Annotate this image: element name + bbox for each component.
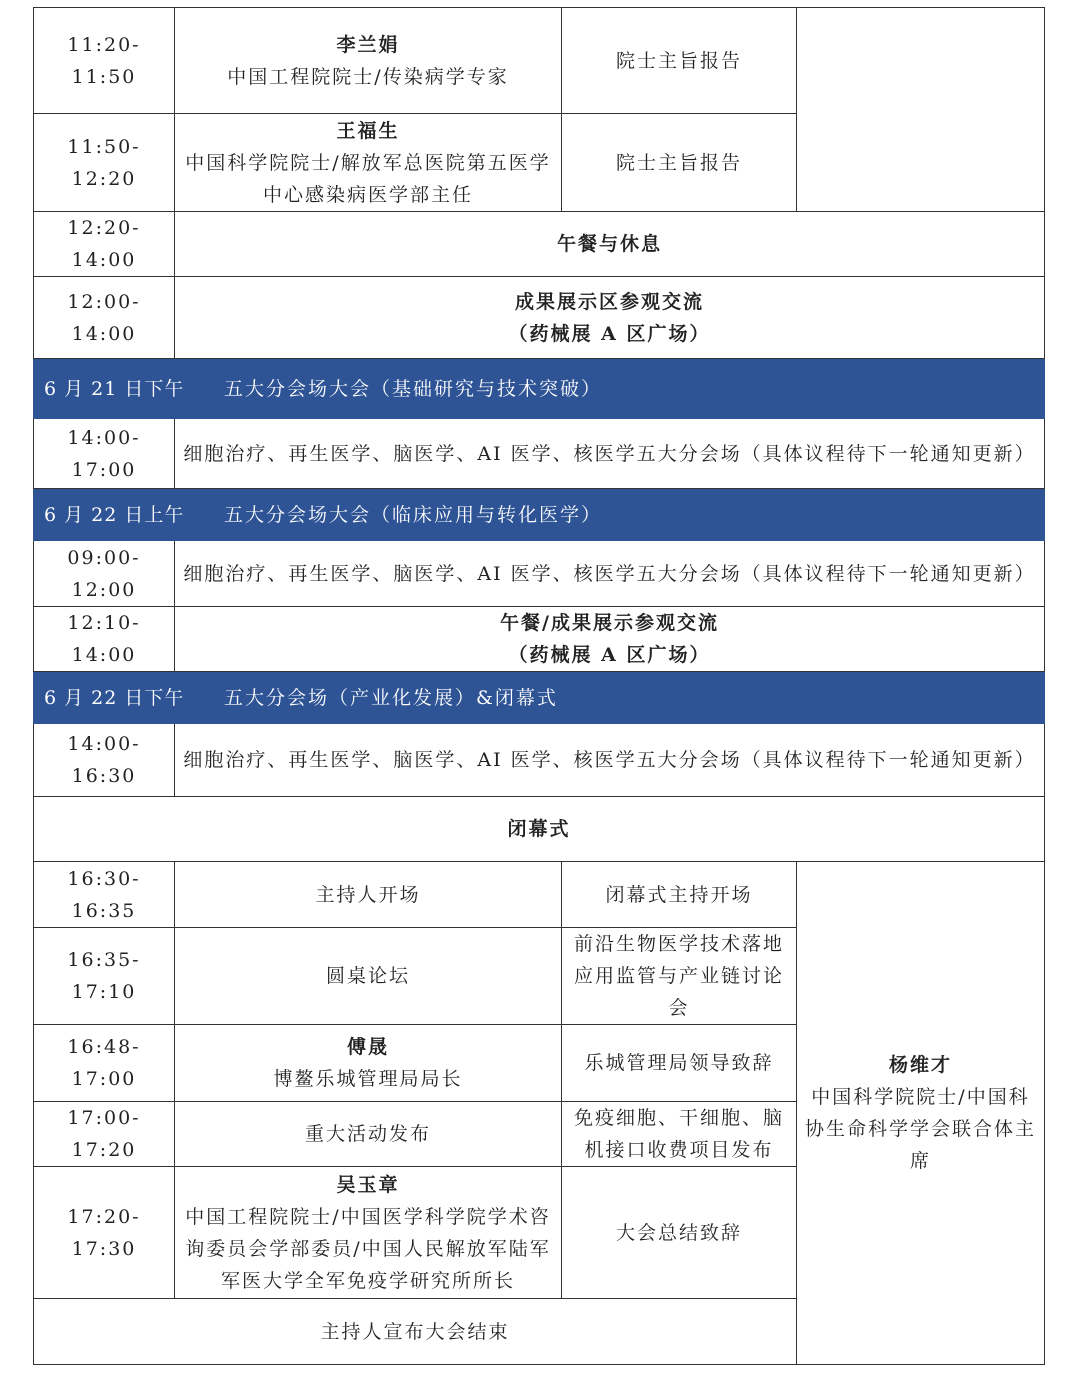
time-cell: 16:30-16:35 <box>34 862 175 928</box>
time-cell: 16:35-17:10 <box>34 928 175 1025</box>
table-row <box>34 277 1045 359</box>
speaker-name: 王福生 <box>336 119 400 142</box>
speaker-name: 李兰娟 <box>336 33 400 56</box>
topic-cell: 院士主旨报告 <box>562 114 797 212</box>
closing-header-label: 闭幕式 <box>507 818 571 840</box>
time-cell: 17:00-17:20 <box>34 1102 175 1167</box>
topic-cell: 大会总结致辞 <box>562 1167 797 1299</box>
time-cell: 12:00-14:00 <box>34 277 175 359</box>
lunch-label: 午餐与休息 <box>556 233 662 255</box>
section-date: 6 月 22 日下午 <box>44 686 185 709</box>
speaker-cell <box>175 8 562 114</box>
speaker-title: 中国科学院院士/解放军总医院第五医学中心感染病医学部主任 <box>185 151 551 206</box>
section-date: 6 月 22 日上午 <box>44 503 185 526</box>
speaker-cell <box>175 1167 562 1299</box>
speaker-title: 中国工程院院士/中国医学科学院学术咨询委员会学部委员/中国人民解放军陆军军医大学全军免疫学研究所所长 <box>185 1205 551 1292</box>
section-title: 五大分会场（产业化发展）&闭幕式 <box>224 686 558 709</box>
time-cell: 09:00-12:00 <box>34 541 175 607</box>
speaker-name: 吴玉章 <box>336 1173 400 1196</box>
item-cell: 圆桌论坛 <box>175 928 562 1025</box>
item-cell: 主持人开场 <box>175 862 562 928</box>
speaker-name: 傅晟 <box>346 1036 389 1058</box>
section-header <box>34 489 1045 541</box>
table-row <box>34 212 1045 277</box>
session-cell: 细胞治疗、再生医学、脑医学、AI 医学、核医学五大分会场（具体议程待下一轮通知更新） <box>175 724 1045 797</box>
speaker-title: 中国工程院院士/传染病学专家 <box>227 65 509 88</box>
session-cell: 细胞治疗、再生医学、脑医学、AI 医学、核医学五大分会场（具体议程待下一轮通知更新） <box>175 419 1045 489</box>
session-cell: 细胞治疗、再生医学、脑医学、AI 医学、核医学五大分会场（具体议程待下一轮通知更新） <box>175 541 1045 607</box>
section-title: 五大分会场大会（临床应用与转化医学） <box>224 503 603 526</box>
host-cell-empty <box>797 8 1045 212</box>
time-cell: 12:20-14:00 <box>34 212 175 277</box>
section-header <box>34 359 1045 419</box>
section-header-row <box>34 672 1045 724</box>
section-date: 6 月 21 日下午 <box>44 377 185 400</box>
topic-cell: 院士主旨报告 <box>562 8 797 114</box>
speaker-cell <box>175 1025 562 1102</box>
table-row <box>34 724 1045 797</box>
topic-cell: 免疫细胞、干细胞、脑机接口收费项目发布 <box>562 1102 797 1167</box>
expo-cell <box>175 277 1045 359</box>
item-cell: 重大活动发布 <box>175 1102 562 1167</box>
topic-cell: 前沿生物医学技术落地应用监管与产业链讨论会 <box>562 928 797 1025</box>
speaker-cell <box>175 114 562 212</box>
expo-cell <box>175 607 1045 672</box>
table-row <box>34 541 1045 607</box>
table-row <box>34 419 1045 489</box>
time-cell: 12:10-14:00 <box>34 607 175 672</box>
topic-cell: 乐城管理局领导致辞 <box>562 1025 797 1102</box>
expo-line1: 午餐/成果展示参观交流 <box>500 612 719 634</box>
closing-end-cell: 主持人宣布大会结束 <box>34 1299 797 1365</box>
host-cell <box>797 862 1045 1365</box>
table-row <box>34 797 1045 862</box>
host-name: 杨维才 <box>888 1054 952 1076</box>
lunch-cell <box>175 212 1045 277</box>
section-header <box>34 672 1045 724</box>
time-cell: 11:50-12:20 <box>34 114 175 212</box>
time-cell: 11:20-11:50 <box>34 8 175 114</box>
table-row <box>34 8 1045 114</box>
time-cell: 16:48-17:00 <box>34 1025 175 1102</box>
time-cell: 14:00-17:00 <box>34 419 175 489</box>
expo-line1: 成果展示区参观交流 <box>514 290 704 313</box>
closing-header <box>34 797 1045 862</box>
time-cell: 14:00-16:30 <box>34 724 175 797</box>
section-header-row <box>34 359 1045 419</box>
agenda-table <box>33 7 1045 1365</box>
topic-cell: 闭幕式主持开场 <box>562 862 797 928</box>
host-title: 中国科学院院士/中国科协生命科学学会联合体主席 <box>804 1086 1036 1172</box>
time-cell: 17:20-17:30 <box>34 1167 175 1299</box>
section-header-row <box>34 489 1045 541</box>
table-row <box>34 862 1045 928</box>
expo-line2: （药械展 A 区广场） <box>508 322 711 345</box>
section-title: 五大分会场大会（基础研究与技术突破） <box>224 377 603 400</box>
expo-line2: （药械展 A 区广场） <box>508 644 711 666</box>
table-row <box>34 607 1045 672</box>
speaker-title: 博鳌乐城管理局局长 <box>273 1068 463 1090</box>
